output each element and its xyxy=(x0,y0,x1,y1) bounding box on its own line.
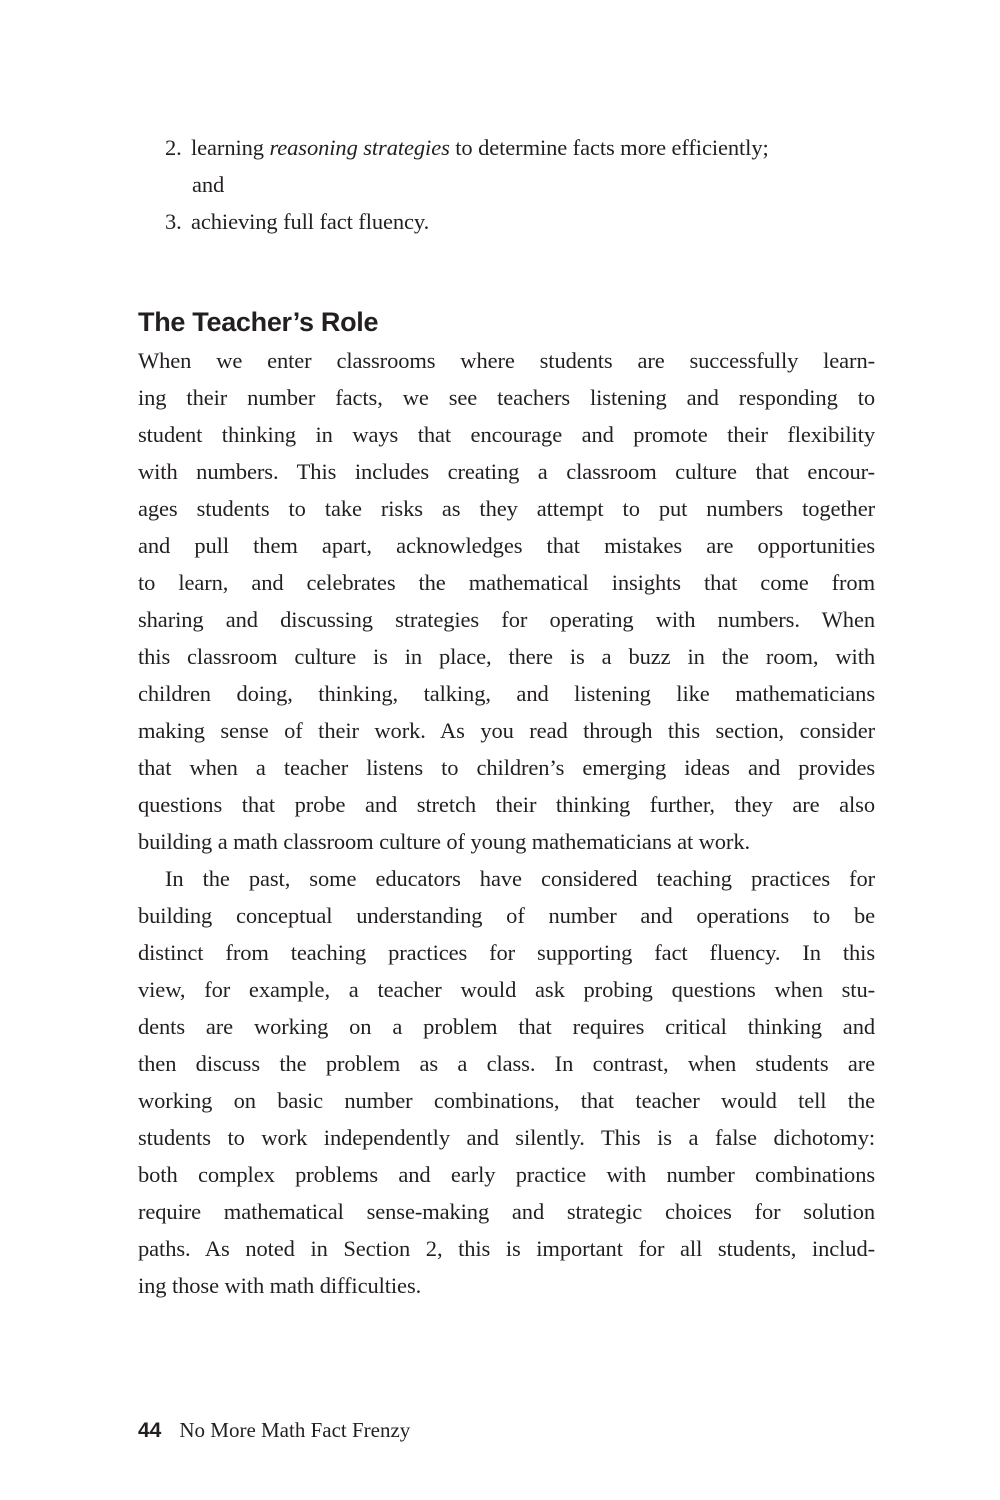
paragraph-line: to learn, and celebrates the mathematical insights that come from xyxy=(138,570,875,595)
list-item-2 xyxy=(165,129,769,166)
paragraph-line: distinct from teaching practices for supporting fact fluency. In this xyxy=(138,940,875,965)
page-number: 44 xyxy=(138,1419,162,1442)
paragraph-line: ing those with math difficulties. xyxy=(138,1273,422,1298)
paragraph-line: view, for example, a teacher would ask probing questions when stu- xyxy=(138,977,875,1002)
paragraph-line: and pull them apart, acknowledges that mistakes are opportunities xyxy=(138,533,875,558)
paragraph-line: this classroom culture is in place, there is a buzz in the room, with xyxy=(138,644,875,669)
paragraph-line: working on basic number combinations, that teacher would tell the xyxy=(138,1088,875,1113)
paragraph-line: student thinking in ways that encourage and promote their flexibility xyxy=(138,422,875,447)
paragraph-line: dents are working on a problem that requires critical thinking and xyxy=(138,1014,875,1039)
paragraph-line: children doing, thinking, talking, and listening like mathematicians xyxy=(138,681,875,706)
page-footer xyxy=(138,1412,410,1448)
paragraph-line: building a math classroom culture of young mathematicians at work. xyxy=(138,829,750,854)
paragraph-line: then discuss the problem as a class. In contrast, when students are xyxy=(138,1051,875,1076)
list-text: achieving full fact fluency. xyxy=(191,209,430,234)
paragraph-line: require mathematical sense-making and strategic choices for solution xyxy=(138,1199,875,1224)
list-text-before: learning xyxy=(191,135,270,160)
running-title: No More Math Fact Frenzy xyxy=(179,1418,411,1442)
paragraph-line: questions that probe and stretch their thinking further, they are also xyxy=(138,792,875,817)
paragraph-line: ages students to take risks as they attempt to put numbers together xyxy=(138,496,875,521)
list-item-2-continuation: and xyxy=(192,172,225,197)
list-text-italic: reasoning strategies xyxy=(269,135,450,160)
paragraph-line: paths. As noted in Section 2, this is important for all students, includ- xyxy=(138,1236,875,1261)
list-number: 2. xyxy=(165,135,182,160)
paragraph-line: both complex problems and early practice with number combinations xyxy=(138,1162,875,1187)
paragraph-line: ing their number facts, we see teachers listening and responding to xyxy=(138,385,875,410)
paragraph-line: that when a teacher listens to children’s emerging ideas and provides xyxy=(138,755,875,780)
paragraph-line: building conceptual understanding of number and operations to be xyxy=(138,903,875,928)
paragraph-line: students to work independently and silently. This is a false dichotomy: xyxy=(138,1125,875,1150)
list-text-after: to determine facts more efficiently; xyxy=(449,135,769,160)
paragraph-line: In the past, some educators have considered teaching practices for xyxy=(165,866,875,891)
list-number: 3. xyxy=(165,209,182,234)
paragraph-line: When we enter classrooms where students are successfully learn- xyxy=(138,348,875,373)
paragraph-line: making sense of their work. As you read through this section, consider xyxy=(138,718,875,743)
list-item-3 xyxy=(165,203,429,240)
paragraph-line: sharing and discussing strategies for operating with numbers. When xyxy=(138,607,875,632)
paragraph-line: with numbers. This includes creating a classroom culture that encour- xyxy=(138,459,875,484)
section-heading: The Teacher’s Role xyxy=(138,307,379,337)
